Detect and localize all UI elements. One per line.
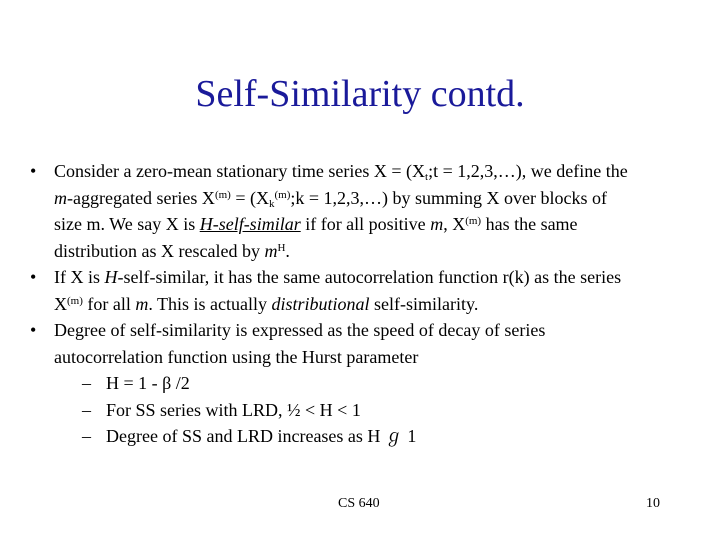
subscript: k (268, 197, 275, 210)
sub-bullet-text: For SS series with LRD, ½ < H < 1 (106, 399, 361, 420)
bullet-line (54, 158, 704, 185)
bullet-line (54, 185, 704, 212)
italic-run: distributional (271, 293, 370, 314)
bullet-line (54, 291, 704, 318)
italic-run: m (54, 187, 67, 208)
text-run: . (285, 240, 290, 261)
bullet-line (54, 211, 704, 238)
arrow-symbol: ℊ (384, 426, 403, 446)
sub-bullet-hurst-formula (24, 370, 704, 397)
bullet-line (54, 238, 704, 265)
superscript: H (277, 241, 286, 254)
text-run: -self-similar, it has the same autocorrelation function r(k) as the series (117, 267, 622, 287)
bullet-hurst-parameter (24, 317, 704, 370)
dash-icon: – (82, 426, 91, 446)
text-run: -aggregated series X (67, 187, 215, 208)
subscript: t (425, 171, 429, 183)
italic-run: H (104, 267, 118, 287)
bullet-icon: • (30, 267, 37, 287)
superscript: (m) (274, 188, 291, 201)
dash-icon: – (82, 373, 91, 393)
bullet-autocorrelation (24, 264, 704, 317)
text-run: has the same (481, 214, 578, 234)
superscript: (m) (214, 188, 231, 201)
page-number: 10 (646, 496, 660, 511)
superscript: (m) (465, 215, 482, 227)
bullet-icon: • (30, 161, 37, 181)
text-run: if for all positive (300, 214, 431, 234)
text-run: distribution as X rescaled by (54, 240, 265, 261)
sub-bullet-degree-increase (24, 423, 704, 450)
sub-bullet-text: 1 (402, 426, 417, 446)
text-run: for all (82, 293, 136, 314)
italic-run: m (135, 293, 149, 314)
text-run: . This is actually (148, 293, 272, 314)
text-run: X (54, 293, 67, 314)
sub-bullet-text: Degree of SS and LRD increases as H (106, 426, 385, 446)
slide-title: Self-Similarity contd. (195, 73, 525, 115)
sub-bullet-text: H = 1 - β /2 (106, 373, 190, 393)
dash-icon: – (82, 399, 91, 420)
footer-course: CS 640 (338, 496, 380, 511)
slide-content (24, 158, 704, 450)
text-run: ;k = 1,2,3,…) by summing X over blocks of (290, 187, 608, 208)
bullet-icon: • (30, 320, 37, 340)
text-run: Consider a zero-mean stationary time series X = (X (54, 161, 426, 181)
bullet-aggregated-series (24, 158, 704, 264)
italic-underlined-run: H-self-similar (199, 214, 301, 234)
text-run: , X (443, 214, 466, 234)
bullet-line (54, 264, 704, 291)
italic-run: m (264, 240, 278, 261)
text-run: = (X (230, 187, 269, 208)
text-run: ;t = 1,2,3,…), we define the (428, 161, 628, 181)
bullet-line: Degree of self-similarity is expressed as the speed of decay of series (54, 320, 546, 340)
text-run: self-similarity. (369, 293, 479, 314)
text-run: size m. We say X is (54, 214, 200, 234)
sub-bullet-lrd-range (24, 397, 704, 424)
italic-run: m (430, 214, 444, 234)
superscript: (m) (67, 294, 83, 307)
text-run: If X is (54, 267, 105, 287)
bullet-line: autocorrelation function using the Hurst parameter (54, 346, 419, 367)
